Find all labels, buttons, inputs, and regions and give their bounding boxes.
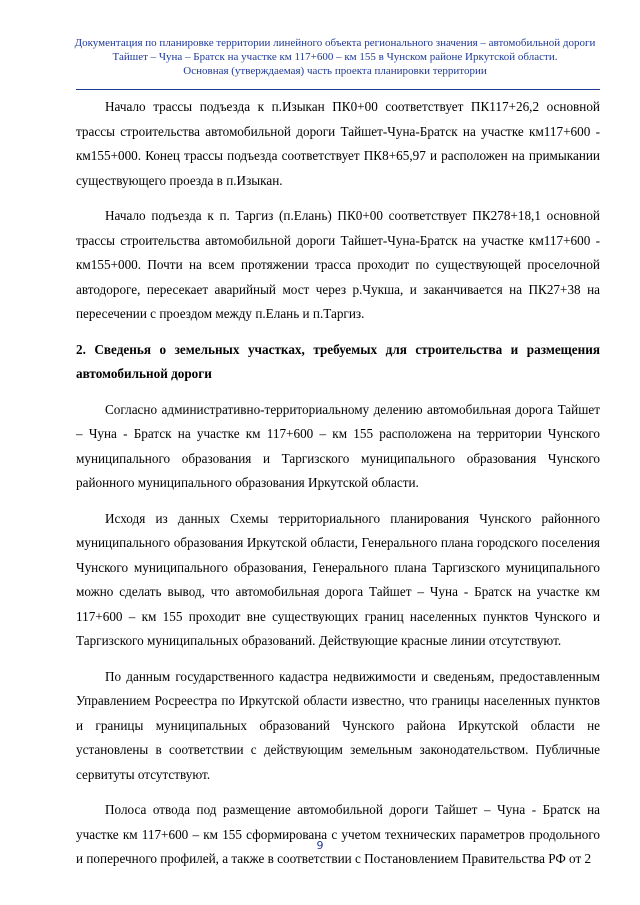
document-header bbox=[70, 36, 600, 78]
header-line-3: Основная (утверждаемая) часть проекта планировки территории bbox=[183, 65, 487, 77]
header-divider bbox=[76, 89, 600, 90]
header-line-1: Документация по планировке территории линейного объекта регионального значения – автомобильной дороги bbox=[74, 37, 596, 49]
paragraph-izykan: Начало трассы подъезда к п.Изыкан ПК0+00 соответствует ПК117+26,2 основной трассы строительства автомобильной дороги Тайшет-Чуна-Братск на участке км117+600 - км155+000. Конец трассы подъезда соответствует ПК8+65,97 и расположен на примыкании существующего проезда в п.Изыкан. bbox=[76, 99, 600, 188]
paragraph-planning-schemes: Исходя из данных Схемы территориального планирования Чунского районного муниципального образования Иркутской области, Генерального плана городского поселения Чунского муниципального образования, Генерального плана Таргизского муниципального можно сделать вывод, что автомобильная дорога Тайшет – Чуна - Братск на участке км 117+600 – км 155 проходит вне существующих границ населенных пунктов Чунского и Таргизского муниципальных образований. Действующие красные линии отсутствуют. bbox=[76, 510, 600, 648]
paragraph-right-of-way: Полоса отвода под размещение автомобильной дороги Тайшет – Чуна - Братск на участке км 117+600 – км 155 сформирована с учетом технических параметров продольного и поперечного профилей, а также в соответствии с Постановлением Правительства РФ от 2 bbox=[76, 802, 600, 866]
paragraph-territory: Согласно административно-территориальному делению автомобильная дорога Тайшет – Чуна - Братск на участке км 117+600 – км 155 расположена на территории Чунского муниципального образования и Таргизского муниципального образования Чунского районного муниципального образования Иркутской области. bbox=[76, 401, 600, 490]
page-number: 9 bbox=[316, 839, 324, 852]
document-body bbox=[76, 95, 600, 883]
header-line-2: Тайшет – Чуна – Братск на участке км 117+600 – км 155 в Чунском районе Иркутской области. bbox=[112, 51, 558, 63]
paragraph-cadastre: По данным государственного кадастра недвижимости и сведеньям, предоставленным Управлением Росреестра по Иркутской области известно, что границы населенных пунктов и границы муниципальных образований Чунского района Иркутской области не установлены в соответствии с действующим земельным законодательством. Публичные сервитуты отсутствуют. bbox=[76, 668, 600, 782]
paragraph-targiz: Начало подъезда к п. Таргиз (п.Елань) ПК0+00 соответствует ПК278+18,1 основной трассы строительства автомобильной дороги Тайшет-Чуна-Братск на участке км117+600 - км155+000. Почти на всем протяжении трасса проходит по существующей проселочной автодороге, пересекает аварийный мост через р.Чукша, и заканчивается на ПК27+38 на пересечении с проездом между п.Елань и п.Таргиз. bbox=[76, 208, 600, 321]
section-heading: 2. Сведенья о земельных участках, требуемых для строительства и размещения автомобильной дороги bbox=[76, 341, 600, 381]
